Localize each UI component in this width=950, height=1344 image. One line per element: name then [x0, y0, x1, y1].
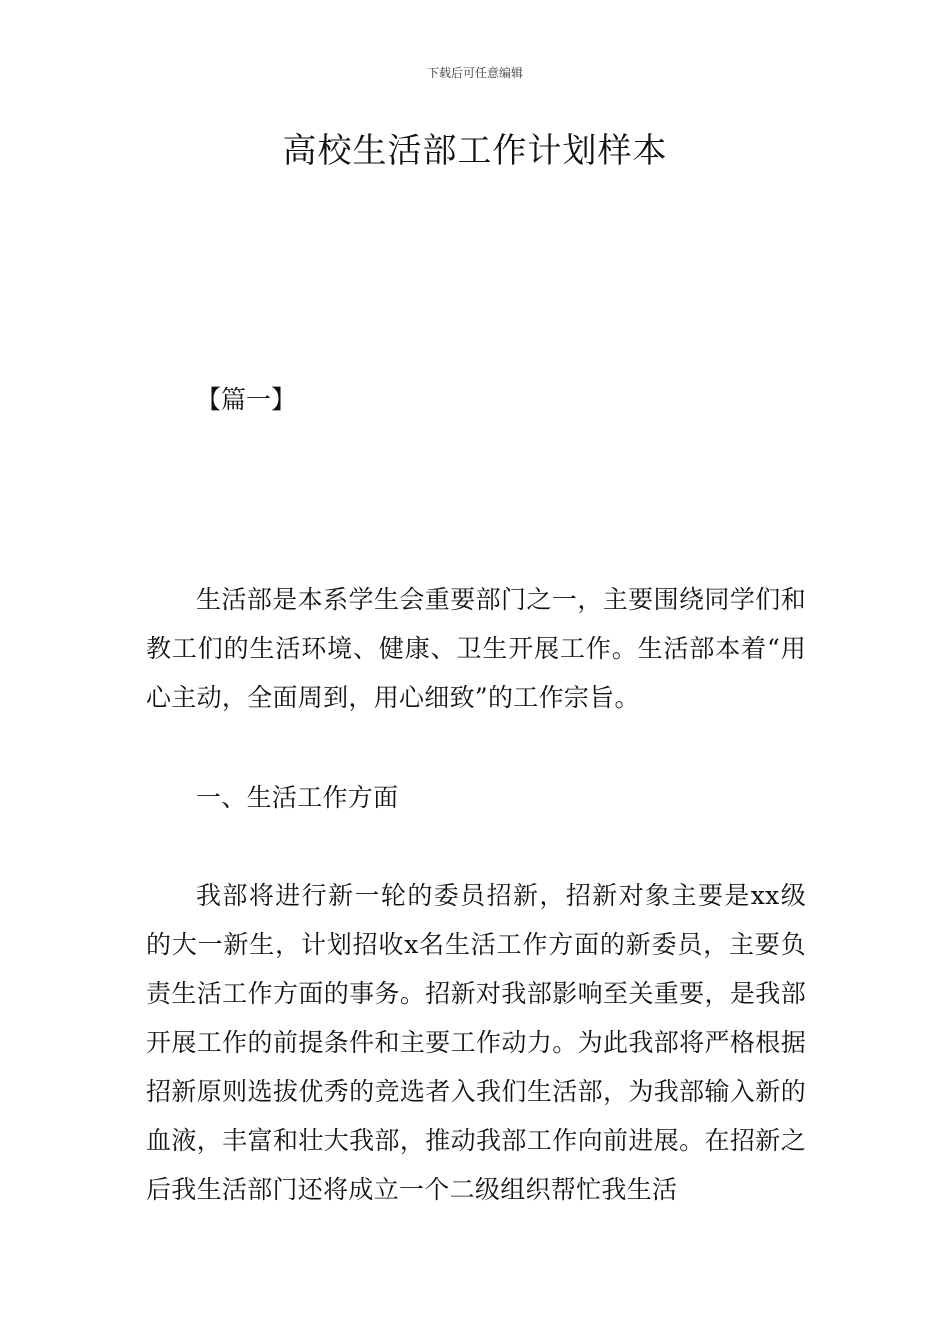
intro-paragraph: 生活部是本系学生会重要部门之一，主要围绕同学们和教工们的生活环境、健康、卫生开展工作。生活部本着“用心主动，全面周到，用心细致”的工作宗旨。 [146, 585, 806, 712]
recruit-paragraph: 我部将进行新一轮的委员招新，招新对象主要是xx级的大一新生，计划招收x名生活工作方面的新委员，主要负责生活工作方面的事务。招新对我部影响至关重要，是我部开展工作的前提条件和主要工作动力。为此我部将严格根据招新原则选拔优秀的竞选者入我们生活部，为我部输入新的血液，丰富和壮大我部，推动我部工作向前进展。在招新之后我生活部门还将成立一个二级组织帮忙我生活 [146, 881, 806, 1204]
section-heading: 一、生活工作方面 [196, 783, 399, 812]
document-title: 高校生活部工作计划样本 [282, 131, 668, 171]
download-note: 下载后可任意编辑 [426, 66, 523, 80]
section-label: 【篇一】 [196, 385, 297, 414]
